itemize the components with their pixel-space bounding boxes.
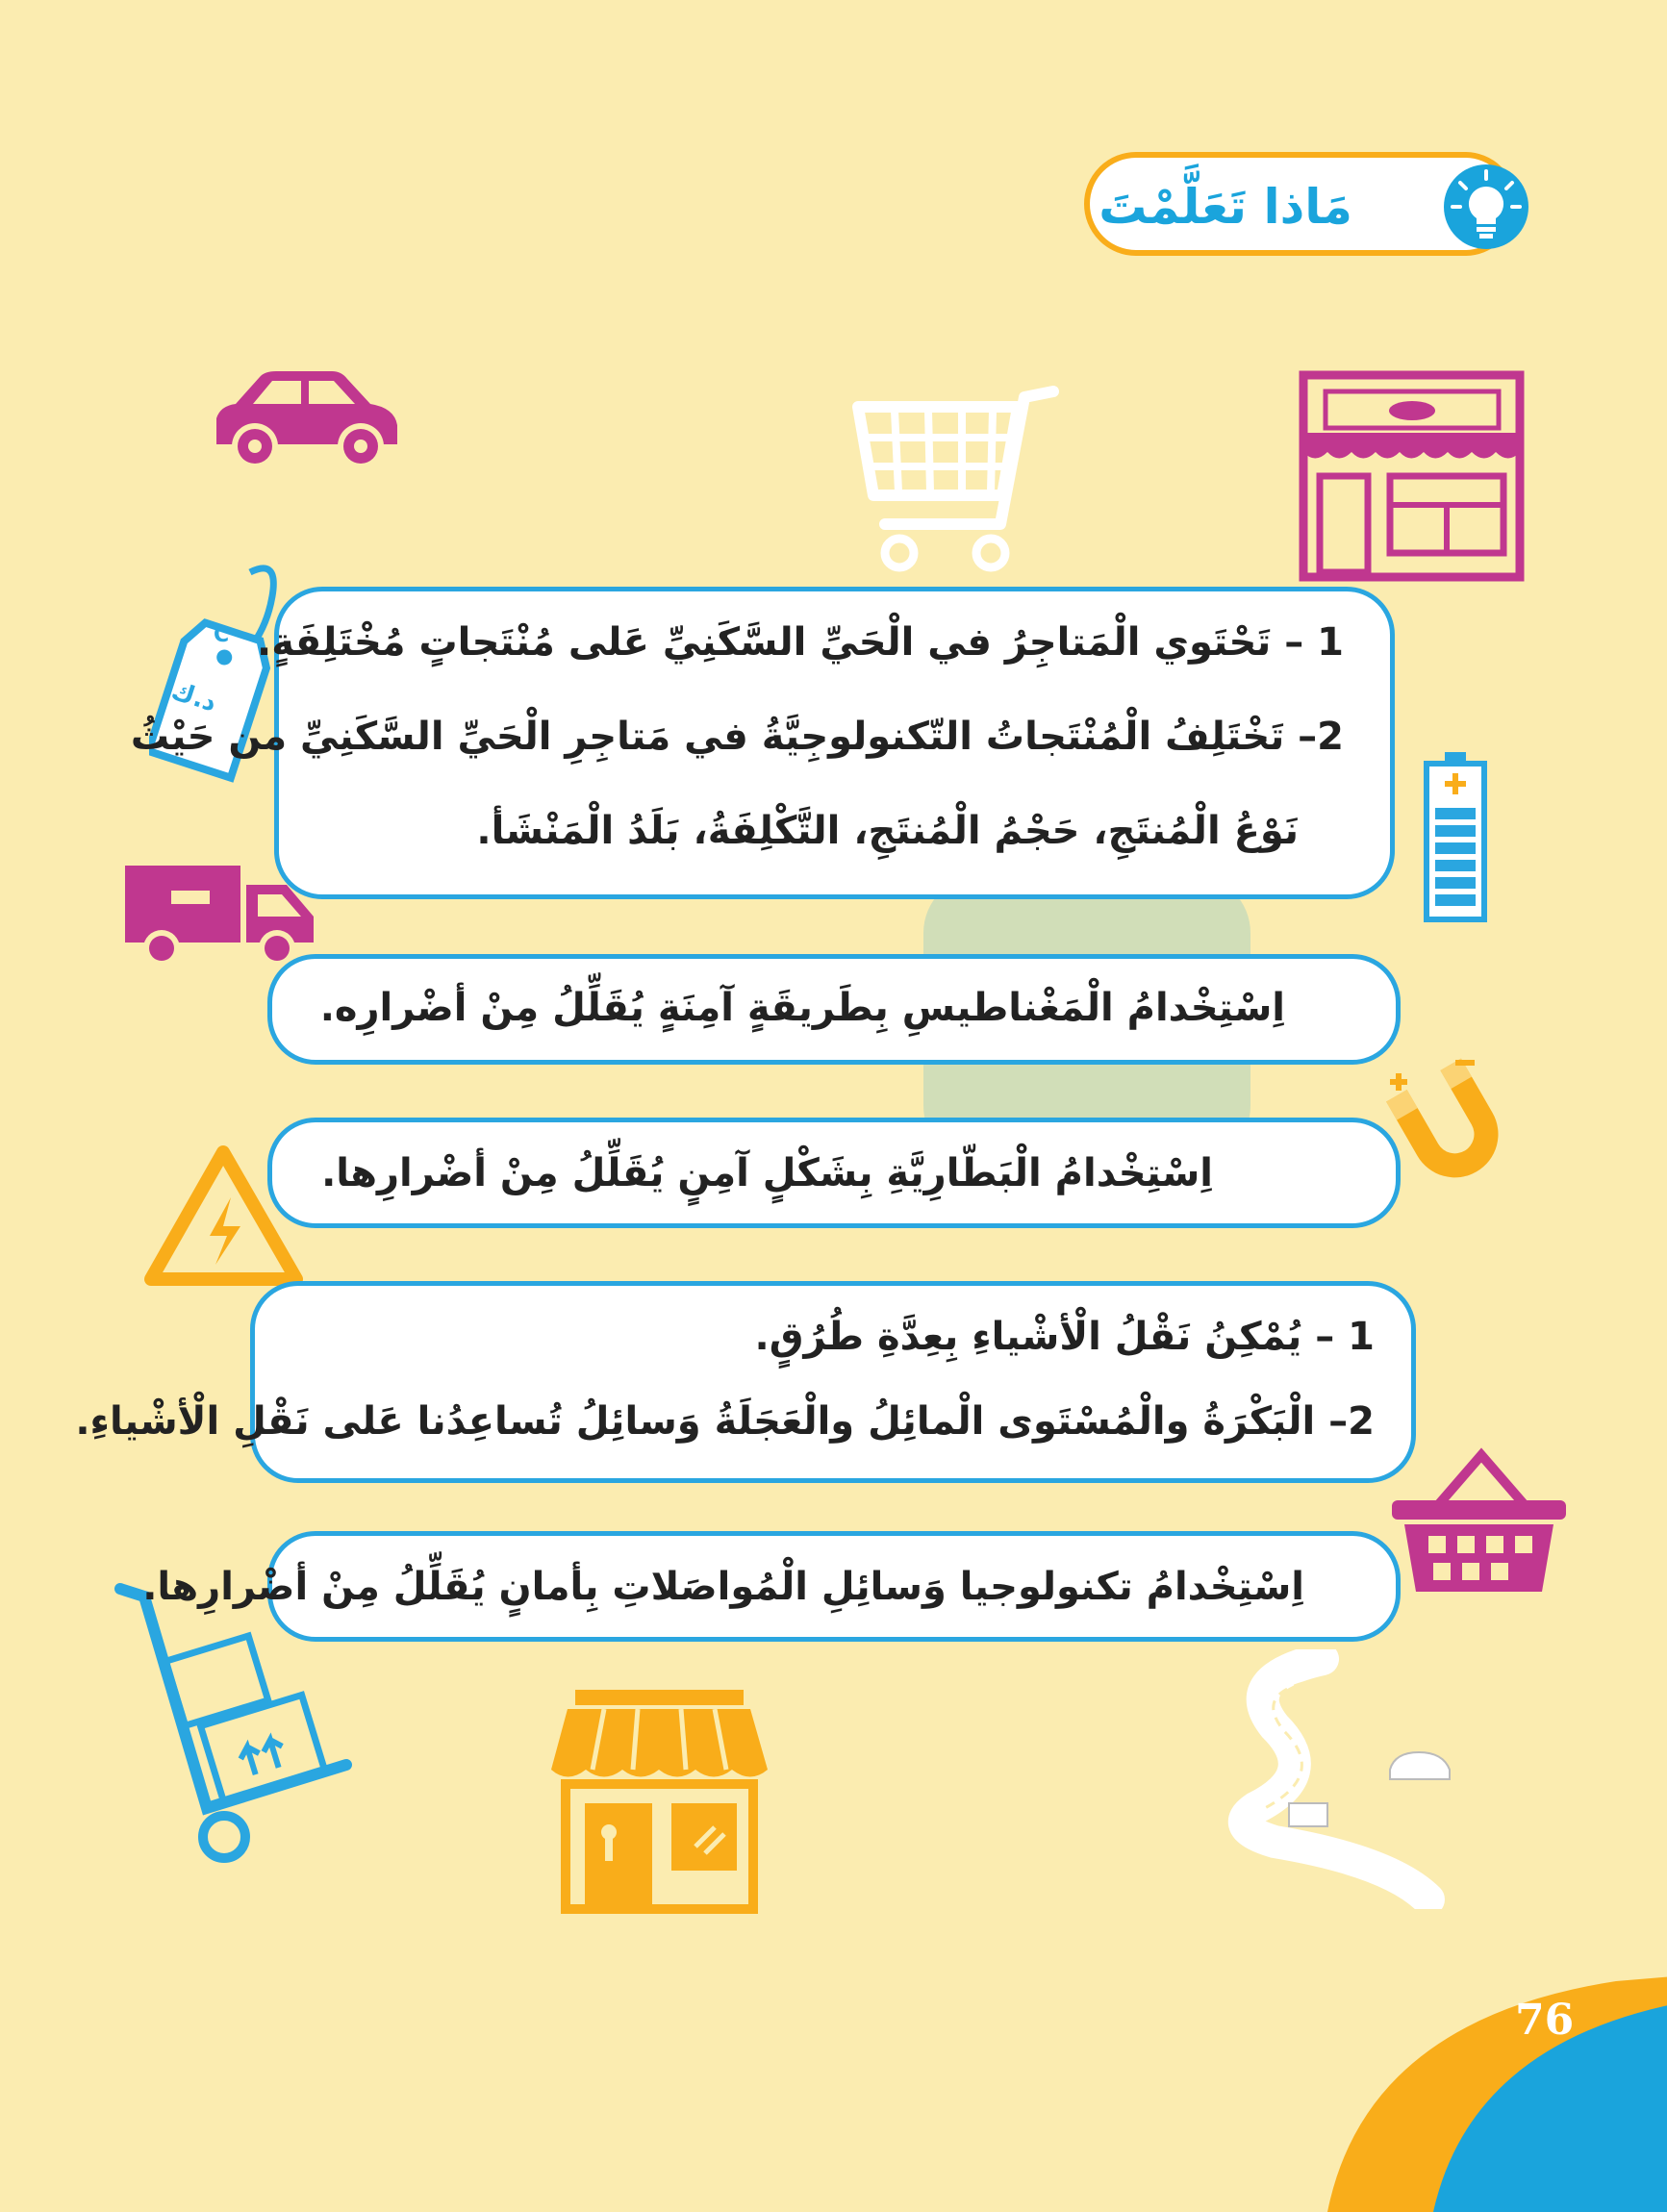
car-icon (207, 365, 404, 481)
summary-card-transport (75, 1281, 1416, 1483)
price-tag-symbol: C (214, 623, 230, 647)
card-line: 2– الْبَكْرَةُ والْمُسْتَوى الْمائِلُ والْعَجَلَةُ وَسائِلُ تُساعِدُنا عَلى نَقْلِ الْأشْياءِ. (75, 1399, 1375, 1444)
store-front-icon (1299, 370, 1525, 582)
magnet-icon (1380, 1053, 1525, 1202)
card-line: 1 – يُمْكِنُ نَقْلُ الْأشْياءِ بِعِدَّةِ طُرُقٍ. (754, 1315, 1375, 1359)
page-corner-decoration (1327, 1962, 1667, 2212)
card-line: نَوْعُ الْمُنتَجِ، حَجْمُ الْمُنتَجِ، التَّكْلِفَةُ، بَلَدُ الْمَنْشَأ. (476, 809, 1299, 853)
shopping-basket-icon (1390, 1447, 1568, 1596)
card-line: 1 – تَحْتَوي الْمَتاجِرُ في الْحَيِّ السَّكَنِيِّ عَلى مُنْتَجاتٍ مُخْتَلِفَةٍ. (257, 620, 1344, 665)
card-line: اِسْتِخْدامُ الْبَطّارِيَّةِ بِشَكْلٍ آمِنٍ يُقَلِّلُ مِنْ أضْرارِها. (321, 1151, 1213, 1195)
summary-card-vehicles (142, 1531, 1401, 1642)
shopping-cart-icon (846, 380, 1063, 572)
price-tag-currency: د.ك (167, 676, 220, 718)
winding-road-icon (1198, 1649, 1525, 1909)
battery-icon (1422, 750, 1489, 923)
section-title: مَاذا تَعَلَّمْتَ (1099, 179, 1352, 235)
summary-card-magnet (267, 954, 1401, 1065)
page-number: 76 (1515, 1996, 1575, 2045)
card-line: اِسْتِخْدامُ تكنولوجيا وَسائِلِ الْمُواصَلاتِ بِأمانٍ يُقَلِّلُ مِنْ أضْرارِها. (142, 1565, 1304, 1609)
card-line: اِسْتِخْدامُ الْمَغْناطيسِ بِطَريقَةٍ آمِنَةٍ يُقَلِّلُ مِنْ أضْرارِه. (319, 986, 1285, 1030)
shop-awning-icon (546, 1688, 772, 1914)
summary-card-battery (267, 1118, 1401, 1228)
card-line: 2– تَخْتَلِفُ الْمُنْتَجاتُ التّكنولوجِيَّةُ في مَتاجِرِ الْحَيِّ السَّكَنِيِّ من حَيْثُ (130, 715, 1344, 759)
lightbulb-icon (1443, 163, 1529, 250)
